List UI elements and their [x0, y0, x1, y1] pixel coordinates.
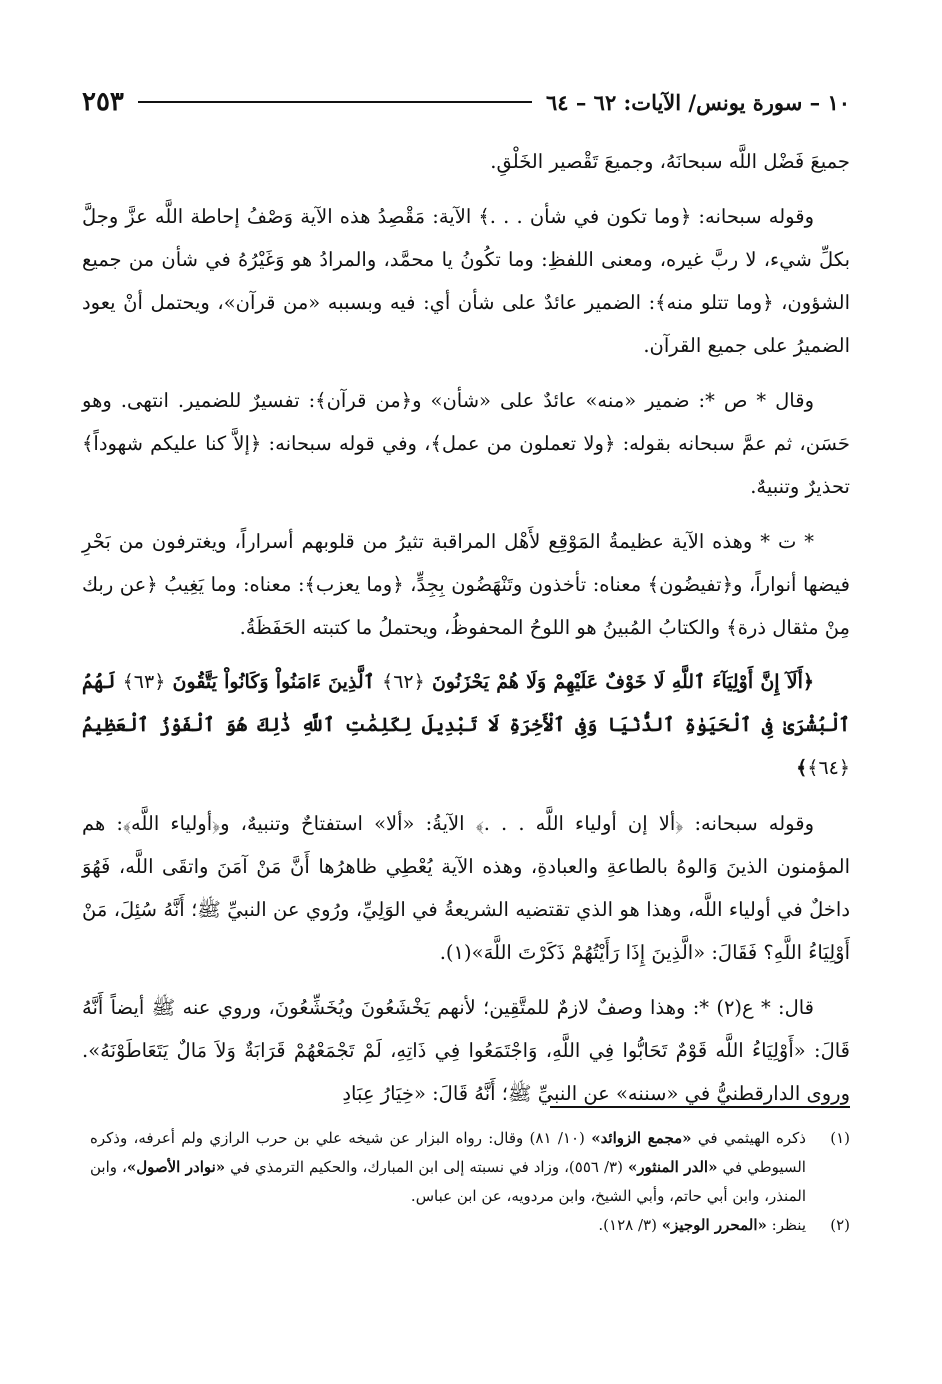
footnote-text — [90, 1124, 806, 1211]
quran-verse-block — [82, 661, 850, 790]
footnote-text — [90, 1211, 806, 1240]
footnote-fragment: (٣/ ١٢٨). — [598, 1216, 657, 1234]
source-title: «الدر المنثور» — [627, 1158, 718, 1176]
footnote-separator — [550, 1106, 850, 1108]
footnotes — [90, 1124, 850, 1240]
paragraph: وقال * ص *: ضمير «منه» عائدٌ على «شأن» و﴿من قرآن﴾: تفسيرٌ للضمير. انتهى. وهو حَسَن، ثم عمَّ سبحانه بقوله: ﴿ولا تعملون من عمل﴾، وفي قوله سبحانه: ﴿إلاَّ كنا عليكم شهوداً﴾ تحذيرٌ وتنبيهٌ. — [82, 389, 850, 498]
verse-text: ﴿أَلَآ إِنَّ أَوْلِيَآءَ ٱللَّهِ لَا خَوْفٌ عَلَيْهِمْ وَلَا هُمْ يَحْزَنُونَ — [431, 671, 815, 693]
source-title: «المحرر الوجيز» — [661, 1216, 767, 1234]
verse-text: لَهُمُ ٱلْبُشْرَىٰ فِى ٱلْحَيَوٰةِ ٱلدُّنْيَا وَفِى ٱلْأَخِرَةِ لَا تَبْدِيلَ لِكَلِمَٰتِ ٱللَّهِ ذَٰلِكَ هُوَ ٱلْفَوْزُ ٱلْعَظِيمُ — [82, 671, 850, 736]
ayah-number: ﴿٦٣﴾ — [122, 671, 166, 693]
header-rule — [138, 101, 532, 103]
footnote-fragment: (١٠/ ٨١) وقال: رواه البزار عن شيخه علي بن حرب الرازي ولم أعرفه، وذكره السيوطي في — [90, 1129, 806, 1176]
ayah-number: ﴿٦٤﴾ — [807, 757, 850, 779]
verse-text: ٱلَّذِينَ ءَامَنُواْ وَكَانُواْ يَتَّقُونَ — [172, 671, 375, 693]
footnote-number: (١) — [830, 1129, 850, 1147]
footnote-fragment: (٣/ ٥٥٦)، وزاد في نسبته إلى ابن المبارك، والحكيم الترمذي في — [230, 1158, 623, 1176]
footnote-fragment: ينظر: — [771, 1216, 806, 1234]
main-text — [82, 140, 850, 1127]
footnote-number: (٢) — [830, 1216, 850, 1234]
source-title: «مجمع الزوائد» — [591, 1129, 692, 1147]
paragraph: * ت * وهذه الآية عظيمةُ المَوْقِع لأَهْل المراقبة تثيرُ من قلوبهم أسراراً، ويغترفون من بَحْرِ فيضها أنواراً، و﴿تفيضُون﴾ معناه: تأخذون وتَنْهَضُون بِجِدٍّ، ﴿وما يعزب﴾: معناه: وما يَغِيبُ ﴿عن ربك مِنْ مثقال ذرة﴾ والكتابُ المُبينُ هو اللوحُ المحفوظُ، ويحتملُ ما كتبته الحَفَظَةُ. — [82, 530, 850, 639]
paragraph: جميعَ فَضْل اللَّه سبحانَهُ، وجميعَ تَقْصير الخَلْقِ. — [490, 150, 850, 173]
header-title: ١٠ – سورة يونس/ الآيات: ٦٢ – ٦٤ — [545, 89, 850, 115]
paragraph: وقوله سبحانه: ﴿وما تكون في شأن . . .﴾ الآية: مَقْصِدُ هذه الآية وَصْفُ إحاطة اللَّه عزَّ وجلَّ بكلِّ شيء، لا ربَّ غيره، ومعنى اللفظِ: وما تكُونُ يا محمَّد، والمرادُ هو وَغَيْرُهُ في شأن من جميع الشؤون، ﴿وما تتلو منه﴾: الضمير عائدٌ على شأن أي: فيه وبسببه «من قرآن»، ويحتمل أنْ يعود الضميرُ على جميع القرآن. — [82, 205, 850, 357]
footnote-fragment: ذكره الهيثمي في — [697, 1129, 806, 1147]
source-title: «نوادر الأصول» — [126, 1158, 226, 1176]
paragraph: قال: * ع(٢) *: وهذا وصفٌ لازمٌ للمتَّقِين؛ لأنهم يَخْشَعُونَ ويُخَشِّعُونَ، وروي عنه ﷺ أيضاً أَنَّهُ قَالَ: «أَوْلِيَاءُ اللَّه قَوْمٌ تَحَابُّوا فِي اللَّهِ، وَاجْتَمَعُوا فِي ذَاتِهِ، لَمْ تَجْمَعْهُمْ قَرَابَةٌ وَلاَ مَالٌ يَتَعَاطَوْنَهُ». وروى الدارقطنيُّ في «سننه» عن النبيِّ ﷺ؛ أَنَّهُ قَالَ: «خِيَارُ عِبَادِ — [82, 996, 850, 1105]
footnote — [90, 1211, 850, 1240]
footnote-fragment: ، وابن المنذر، وابن أبي حاتم، وأبي الشيخ، وابن مردويه، عن ابن عباس. — [90, 1158, 806, 1205]
running-header — [82, 84, 850, 120]
page-number: ٢٥٣ — [82, 87, 124, 117]
verse-close-bracket: ﴾ — [796, 757, 808, 779]
footnote — [90, 1124, 850, 1211]
paragraph: وقوله سبحانه: ﴿ألا إن أولياء اللَّه . . .﴾ الآيةُ: «ألا» استفتاحٌ وتنبيهٌ، و﴿أولياء اللَّه﴾: هم المؤمنون الذينَ وَالوهُ بالطاعةِ والعبادةِ، وهذه الآية يُعْطِي ظاهرُها أَنَّ مَنْ آمَنَ واتقَى اللَّه، فَهُوَ داخلٌ في أولياء اللَّه، وهذا هو الذي تقتضيه الشريعةُ في الوَلِيِّ، ورُوي عن النبيِّ ﷺ؛ أَنَّهُ سُئِلَ، مَنْ أَوْلِيَاءُ اللَّهِ؟ فَقَالَ: «الَّذِينَ إِذَا رَأَيْتُهُمْ ذَكَرْتَ اللَّهَ»(١). — [82, 812, 850, 964]
ayah-number: ﴿٦٢﴾ — [382, 671, 425, 693]
